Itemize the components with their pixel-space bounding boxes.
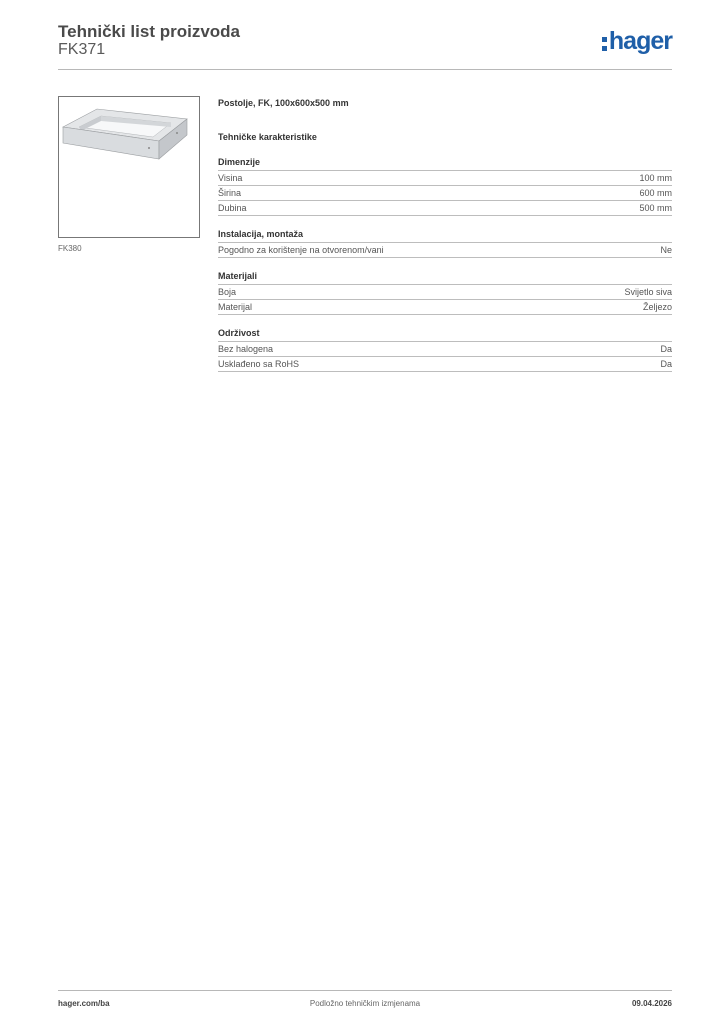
section-title: Materijali bbox=[218, 271, 672, 285]
spec-value: Ne bbox=[660, 245, 672, 255]
section-title: Održivost bbox=[218, 328, 672, 342]
spec-row bbox=[218, 201, 672, 216]
spec-row bbox=[218, 357, 672, 372]
section-materials bbox=[218, 271, 672, 315]
spec-value: 500 mm bbox=[639, 203, 672, 213]
spec-row bbox=[218, 171, 672, 186]
spec-row bbox=[218, 285, 672, 300]
footer-date: 09.04.2026 bbox=[631, 999, 672, 1008]
section-dimensions bbox=[218, 157, 672, 216]
spec-value: Da bbox=[660, 344, 672, 354]
footer-website-link[interactable]: hager.com/ba bbox=[58, 999, 110, 1008]
section-title: Dimenzije bbox=[218, 157, 672, 171]
spec-value: 100 mm bbox=[639, 173, 672, 183]
image-caption: FK380 bbox=[58, 244, 82, 253]
spec-row bbox=[218, 186, 672, 201]
tech-characteristics-title: Tehničke karakteristike bbox=[218, 132, 317, 142]
spec-row bbox=[218, 342, 672, 357]
spec-label: Materijal bbox=[218, 302, 253, 312]
product-base-frame-image bbox=[59, 97, 199, 237]
spec-row bbox=[218, 300, 672, 315]
spec-label: Dubina bbox=[218, 203, 247, 213]
section-title: Instalacija, montaža bbox=[218, 229, 672, 243]
product-code: FK371 bbox=[58, 41, 106, 58]
spec-value: Da bbox=[660, 359, 672, 369]
spec-value: 600 mm bbox=[639, 188, 672, 198]
document-title: Tehnički list proizvoda bbox=[58, 22, 240, 41]
product-image-frame bbox=[58, 96, 200, 238]
spec-content bbox=[218, 96, 672, 372]
spec-label: Širina bbox=[218, 188, 242, 198]
page-footer bbox=[58, 990, 672, 1011]
logo-dots-icon bbox=[602, 37, 607, 51]
hager-logo bbox=[602, 26, 672, 56]
spec-row bbox=[218, 243, 672, 258]
spec-value: Svijetlo siva bbox=[624, 287, 672, 297]
footer-note: Podložno tehničkim izmjenama bbox=[309, 999, 421, 1008]
section-installation bbox=[218, 229, 672, 258]
product-name: Postolje, FK, 100x600x500 mm bbox=[218, 98, 349, 108]
spec-label: Bez halogena bbox=[218, 344, 274, 354]
spec-label: Visina bbox=[218, 173, 243, 183]
spec-label: Usklađeno sa RoHS bbox=[218, 359, 300, 369]
logo-text: hager bbox=[608, 27, 672, 55]
section-sustainability bbox=[218, 328, 672, 372]
spec-value: Željezo bbox=[642, 302, 672, 312]
page-header bbox=[58, 20, 672, 70]
spec-label: Pogodno za korištenje na otvorenom/vani bbox=[218, 245, 384, 255]
spec-label: Boja bbox=[218, 287, 237, 297]
